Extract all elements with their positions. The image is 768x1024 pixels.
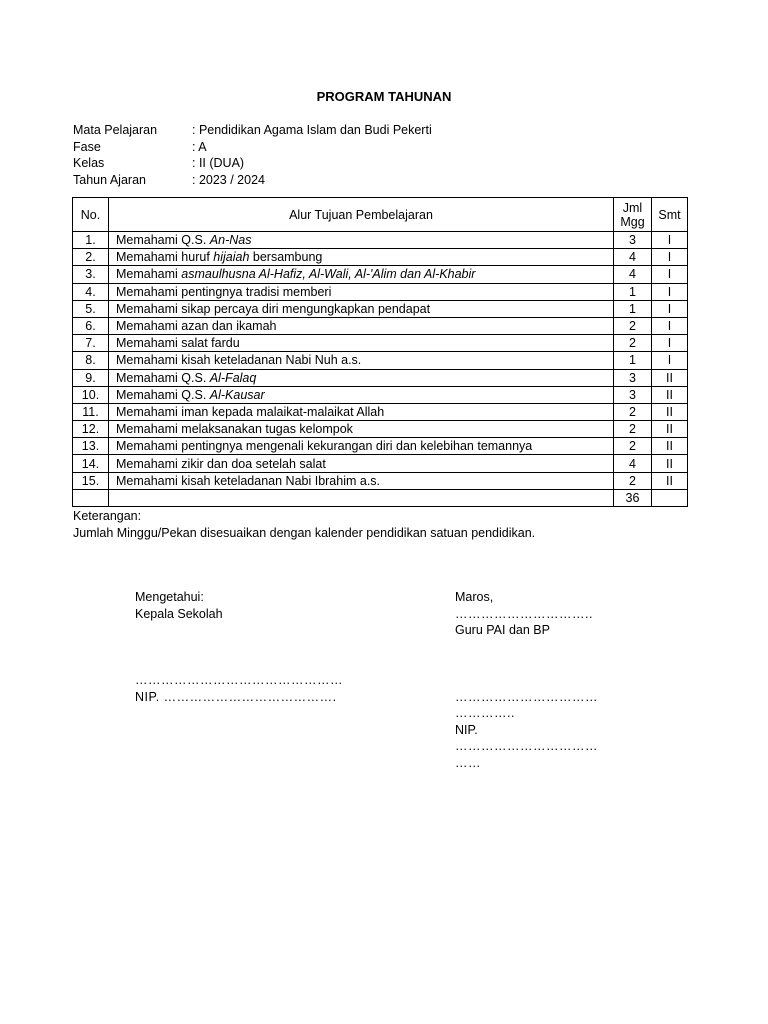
- row-desc-italic: Al-Kausar: [209, 387, 265, 402]
- row-desc-italic: An-Nas: [209, 233, 252, 248]
- row-desc: [109, 472, 614, 489]
- info-label: Mata Pelajaran: [73, 123, 158, 137]
- info-label: Kelas: [73, 156, 105, 170]
- row-desc-tail: bersambung: [249, 250, 323, 265]
- table-row: [73, 472, 688, 489]
- row-no: 14.: [73, 455, 109, 472]
- sig-left-spacer: [135, 622, 343, 672]
- table-row: [73, 403, 688, 420]
- row-jml: 2: [614, 335, 652, 352]
- row-smt: II: [652, 421, 688, 438]
- row-desc-plain: Memahami kisah keteladanan Nabi Ibrahim a.s.: [116, 473, 381, 488]
- row-smt: I: [652, 300, 688, 317]
- info-row-class: [73, 155, 432, 172]
- header-jml-line1: Jml: [622, 200, 643, 215]
- row-smt: I: [652, 232, 688, 249]
- document-title: PROGRAM TAHUNAN: [316, 89, 452, 104]
- row-desc: [109, 266, 614, 283]
- row-no: 6.: [73, 317, 109, 334]
- sig-right-name-dots1: ……………………………: [455, 689, 598, 704]
- row-no: 3.: [73, 266, 109, 283]
- row-desc-plain: Memahami Q.S.: [116, 387, 210, 402]
- sig-right-name-dots2: …………..: [455, 706, 515, 720]
- notes: [73, 508, 535, 541]
- row-desc-italic: hijaiah: [213, 250, 250, 265]
- sig-right-line1: Maros,: [455, 590, 494, 604]
- row-jml: 2: [614, 421, 652, 438]
- sig-left-line1: Mengetahui:: [135, 590, 204, 604]
- row-no: 15.: [73, 472, 109, 489]
- table-row: [73, 386, 688, 403]
- sig-right-date-dots: …………………………..: [455, 606, 593, 621]
- row-jml: 3: [614, 386, 652, 403]
- row-smt: II: [652, 472, 688, 489]
- header-jml: [614, 198, 652, 232]
- info-label: Tahun Ajaran: [73, 172, 146, 187]
- table-row: [73, 352, 688, 369]
- row-desc-plain: Memahami kisah keteladanan Nabi Nuh a.s.: [116, 353, 362, 368]
- row-smt: II: [652, 438, 688, 455]
- row-desc-plain: Memahami Q.S.: [116, 370, 210, 385]
- row-desc-plain: Memahami huruf: [116, 250, 214, 265]
- sig-left-name-dots: …………………………………………: [135, 673, 343, 687]
- row-desc: [109, 352, 614, 369]
- info-row-year: [73, 172, 432, 189]
- header-no: No.: [73, 198, 109, 232]
- row-jml: 3: [614, 369, 652, 386]
- row-no: 9.: [73, 369, 109, 386]
- row-no: 1.: [73, 232, 109, 249]
- row-jml: 4: [614, 455, 652, 472]
- signature-left: [135, 589, 343, 705]
- row-smt: I: [652, 317, 688, 334]
- info-value: : Pendidikan Agama Islam dan Budi Pekerti: [192, 123, 432, 137]
- row-desc: [109, 386, 614, 403]
- row-smt: I: [652, 266, 688, 283]
- row-no: 10.: [73, 386, 109, 403]
- table-row: [73, 266, 688, 283]
- info-row-subject: [73, 122, 432, 139]
- total-no-cell: [73, 489, 109, 506]
- table-row: [73, 455, 688, 472]
- row-desc-plain: Memahami iman kepada malaikat-malaikat Allah: [116, 404, 385, 419]
- row-jml: 1: [614, 300, 652, 317]
- table-row: [73, 369, 688, 386]
- table-row: [73, 335, 688, 352]
- sig-right-nip-label: NIP.: [455, 722, 478, 737]
- row-jml: 2: [614, 317, 652, 334]
- row-jml: 4: [614, 249, 652, 266]
- row-smt: II: [652, 403, 688, 420]
- program-table: [72, 197, 688, 507]
- row-smt: II: [652, 455, 688, 472]
- info-row-phase: [73, 139, 432, 156]
- sig-right-nip-dots2: ……: [455, 755, 481, 770]
- row-desc: [109, 283, 614, 300]
- header-desc: Alur Tujuan Pembelajaran: [109, 198, 614, 232]
- table-row: [73, 300, 688, 317]
- row-jml: 1: [614, 283, 652, 300]
- table-row: [73, 249, 688, 266]
- sig-right-line3: Guru PAI dan BP: [455, 623, 550, 637]
- row-no: 12.: [73, 421, 109, 438]
- row-jml: 1: [614, 352, 652, 369]
- table-row: [73, 317, 688, 334]
- row-desc: [109, 300, 614, 317]
- row-desc-plain: Memahami: [116, 267, 182, 282]
- row-desc: [109, 335, 614, 352]
- row-desc-plain: Memahami pentingnya mengenali kekurangan diri dan kelebihan temannya: [116, 439, 533, 454]
- table-header-row: [73, 198, 688, 232]
- table-row: [73, 438, 688, 455]
- row-jml: 2: [614, 472, 652, 489]
- row-smt: I: [652, 335, 688, 352]
- row-desc-plain: Memahami azan dan ikamah: [116, 319, 277, 334]
- table-body: [73, 232, 688, 507]
- row-desc: [109, 455, 614, 472]
- row-smt: I: [652, 283, 688, 300]
- header-jml-line2: Mgg: [620, 214, 645, 229]
- row-desc: [109, 438, 614, 455]
- total-smt-cell: [652, 489, 688, 506]
- sig-left-nip: NIP. ………………………………….: [135, 689, 337, 704]
- row-desc-plain: Memahami pentingnya tradisi memberi: [116, 284, 332, 299]
- table-row: [73, 283, 688, 300]
- row-desc: [109, 317, 614, 334]
- row-no: 5.: [73, 300, 109, 317]
- row-no: 13.: [73, 438, 109, 455]
- row-smt: I: [652, 352, 688, 369]
- row-desc: [109, 403, 614, 420]
- notes-text: Jumlah Minggu/Pekan disesuaikan dengan kalender pendidikan satuan pendidikan.: [73, 525, 536, 540]
- row-desc: [109, 369, 614, 386]
- sig-right-spacer: [455, 639, 598, 689]
- header-smt: Smt: [652, 198, 688, 232]
- info-block: [73, 122, 432, 188]
- total-jml: 36: [614, 489, 652, 506]
- row-jml: 2: [614, 403, 652, 420]
- row-desc-plain: Memahami zikir dan doa setelah salat: [116, 456, 326, 471]
- row-desc-plain: Memahami melaksanakan tugas kelompok: [116, 422, 353, 437]
- table-row: [73, 421, 688, 438]
- row-desc-plain: Memahami salat fardu: [116, 336, 240, 351]
- row-jml: 3: [614, 232, 652, 249]
- row-desc-plain: Memahami Q.S.: [116, 233, 210, 248]
- row-desc: [109, 249, 614, 266]
- sig-right-nip-dots1: ……………………………: [455, 739, 598, 753]
- row-no: 8.: [73, 352, 109, 369]
- notes-label: Keterangan:: [73, 509, 142, 523]
- row-desc-italic: Al-Falaq: [209, 370, 257, 385]
- signature-right: [455, 589, 598, 771]
- row-smt: II: [652, 386, 688, 403]
- row-desc-plain: Memahami sikap percaya diri mengungkapkan pendapat: [116, 301, 431, 316]
- row-smt: II: [652, 369, 688, 386]
- sig-left-line2: Kepala Sekolah: [135, 606, 223, 621]
- info-value: : II (DUA): [192, 156, 245, 170]
- row-no: 7.: [73, 335, 109, 352]
- row-desc-italic: asmaulhusna Al-Hafiz, Al-Wali, Al-'Alim dan Al-Khabir: [181, 267, 476, 282]
- table-total-row: [73, 489, 688, 506]
- row-no: 11.: [73, 403, 109, 420]
- row-no: 4.: [73, 283, 109, 300]
- table-row: [73, 232, 688, 249]
- info-value: : A: [192, 139, 207, 154]
- row-smt: I: [652, 249, 688, 266]
- row-no: 2.: [73, 249, 109, 266]
- row-jml: 2: [614, 438, 652, 455]
- row-jml: 4: [614, 266, 652, 283]
- row-desc: [109, 232, 614, 249]
- info-value: : 2023 / 2024: [192, 172, 265, 187]
- total-desc-cell: [109, 489, 614, 506]
- row-desc: [109, 421, 614, 438]
- info-label: Fase: [73, 139, 101, 154]
